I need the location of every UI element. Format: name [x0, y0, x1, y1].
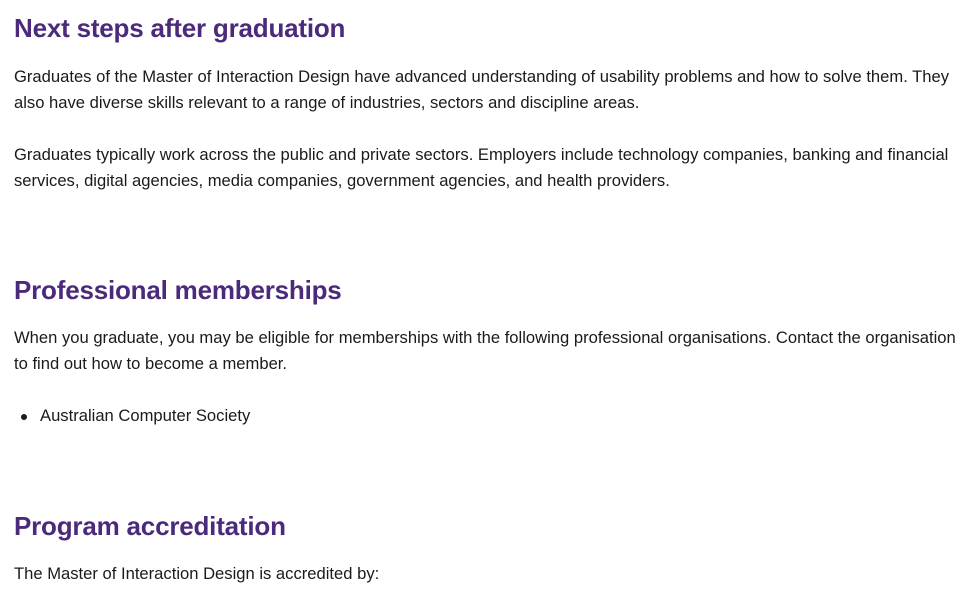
heading-next-steps: Next steps after graduation: [14, 13, 346, 43]
paragraph-memberships-intro: When you graduate, you may be eligible for memberships with the following professional organisations. Contact the organisation to find out how to become a member.: [14, 328, 956, 373]
paragraph-accreditation-intro: The Master of Interaction Design is accredited by:: [14, 564, 380, 583]
memberships-list: [14, 403, 250, 429]
list-item: [14, 403, 250, 429]
paragraph-graduate-skills: Graduates of the Master of Interaction Design have advanced understanding of usability problems and how to solve them. They also have diverse skills relevant to a range of industries, sectors and discipline areas.: [14, 67, 950, 112]
heading-professional-memberships: Professional memberships: [14, 275, 342, 305]
list-item-label: Australian Computer Society: [40, 406, 251, 425]
paragraph-graduate-employers: Graduates typically work across the public and private sectors. Employers include technology companies, banking and financial services, digital agencies, media companies, government agencies, and health providers.: [14, 145, 949, 190]
heading-program-accreditation: Program accreditation: [14, 511, 286, 541]
bullet-icon: [21, 414, 27, 420]
